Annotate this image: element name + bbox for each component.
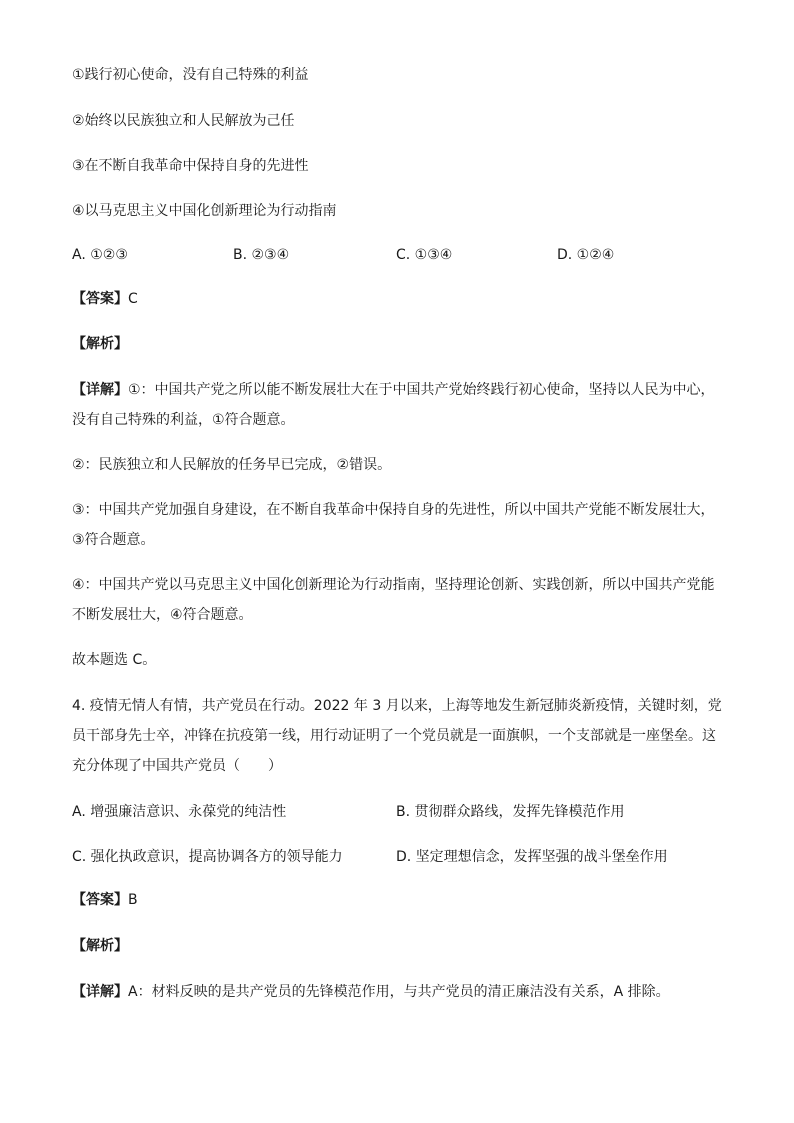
q4-detail — [72, 982, 670, 1002]
statement-2: ②始终以民族独立和人民解放为己任 — [72, 113, 295, 129]
q4-analysis-label: 【解析】 — [72, 938, 128, 954]
q3-detail-p1-line2: 没有自己特殊的利益，①符合题意。 — [72, 412, 295, 428]
q3-option-a: A. ①②③ — [72, 247, 128, 263]
detail-label: 【详解】 — [72, 984, 128, 1000]
q3-detail-p4-line1: ④：中国共产党以马克思主义中国化创新理论为行动指南，坚持理论创新、实践创新，所以中国共产党能 — [72, 577, 715, 593]
q3-answer — [72, 289, 138, 309]
q4-stem-line3: 充分体现了中国共产党员（ ） — [72, 758, 282, 774]
q3-detail-p2: ②：民族独立和人民解放的任务早已完成，②错误。 — [72, 457, 392, 473]
q4-option-d: D. 坚定理想信念，发挥坚强的战斗堡垒作用 — [396, 849, 668, 865]
q4-stem-line2: 员干部身先士卒，冲锋在抗疫第一线，用行动证明了一个党员就是一面旗帜，一个支部就是一座堡垒。这 — [72, 728, 716, 744]
q4-option-c: C. 强化执政意识，提高协调各方的领导能力 — [72, 849, 343, 865]
answer-label: 【答案】 — [72, 291, 128, 307]
q3-detail-p3-line1: ③：中国共产党加强自身建设，在不断自我革命中保持自身的先进性，所以中国共产党能不断发展壮大， — [72, 502, 715, 518]
answer-value: C — [128, 291, 138, 307]
q3-detail-p1-line1 — [72, 380, 715, 400]
q3-option-b: B. ②③④ — [233, 247, 290, 263]
q4-answer — [72, 890, 138, 910]
detail-text: ①：中国共产党之所以能不断发展壮大在于中国共产党始终践行初心使命，坚持以人民为中心， — [128, 382, 715, 398]
q4-stem-line1: 4. 疫情无情人有情，共产党员在行动。2022 年 3 月以来，上海等地发生新冠肺炎新疫情，关键时刻，党 — [72, 698, 722, 714]
q3-detail-p4-line2: 不断发展壮大，④符合题意。 — [72, 607, 253, 623]
answer-value: B — [128, 892, 138, 908]
detail-label: 【详解】 — [72, 382, 128, 398]
q3-conclusion: 故本题选 C。 — [72, 652, 157, 668]
statement-1: ①践行初心使命，没有自己特殊的利益 — [72, 67, 309, 83]
detail-text: A：材料反映的是共产党员的先锋模范作用，与共产党员的清正廉洁没有关系，A 排除。 — [128, 984, 670, 1000]
q4-option-b: B. 贯彻群众路线，发挥先锋模范作用 — [396, 804, 625, 820]
q3-option-d: D. ①②④ — [557, 247, 615, 263]
statement-3: ③在不断自我革命中保持自身的先进性 — [72, 158, 309, 174]
statement-4: ④以马克思主义中国化创新理论为行动指南 — [72, 203, 337, 219]
q3-option-c: C. ①③④ — [396, 247, 453, 263]
q3-detail-p3-line2: ③符合题意。 — [72, 532, 155, 548]
q4-option-a: A. 增强廉洁意识、永葆党的纯洁性 — [72, 804, 287, 820]
q3-analysis-label: 【解析】 — [72, 336, 128, 352]
answer-label: 【答案】 — [72, 892, 128, 908]
